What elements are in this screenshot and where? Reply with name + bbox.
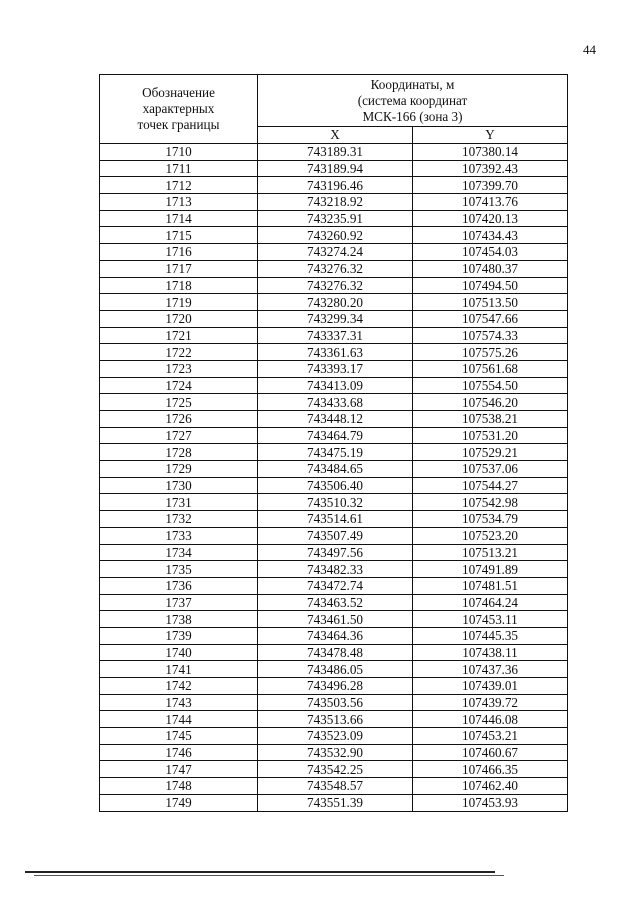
table-row — [100, 244, 568, 261]
y-coordinate-cell: 107513.50 — [413, 294, 568, 311]
table-row — [100, 678, 568, 695]
y-coordinate-cell: 107529.21 — [413, 444, 568, 461]
table-row — [100, 377, 568, 394]
y-coordinate-cell: 107554.50 — [413, 377, 568, 394]
point-designation-cell: 1714 — [100, 210, 258, 227]
y-coordinate-cell: 107466.35 — [413, 761, 568, 778]
table-row — [100, 644, 568, 661]
point-designation-cell: 1748 — [100, 778, 258, 795]
x-coordinate-cell: 743189.31 — [258, 144, 413, 161]
x-coordinate-cell: 743542.25 — [258, 761, 413, 778]
point-designation-cell: 1724 — [100, 377, 258, 394]
x-coordinate-cell: 743548.57 — [258, 778, 413, 795]
x-coordinate-cell: 743196.46 — [258, 177, 413, 194]
table-row — [100, 194, 568, 211]
point-designation-cell: 1720 — [100, 310, 258, 327]
point-designation-cell: 1717 — [100, 260, 258, 277]
point-designation-cell: 1745 — [100, 728, 258, 745]
x-coordinate-cell: 743461.50 — [258, 611, 413, 628]
y-column-header: Y — [413, 127, 568, 144]
point-designation-cell: 1727 — [100, 427, 258, 444]
x-coordinate-cell: 743506.40 — [258, 477, 413, 494]
table-row — [100, 327, 568, 344]
x-coordinate-cell: 743276.32 — [258, 260, 413, 277]
table-row — [100, 728, 568, 745]
point-designation-cell: 1747 — [100, 761, 258, 778]
coordinates-header — [258, 75, 568, 127]
y-coordinate-cell: 107438.11 — [413, 644, 568, 661]
table-row — [100, 661, 568, 678]
x-coordinate-cell: 743551.39 — [258, 794, 413, 811]
table-row — [100, 461, 568, 478]
table-row — [100, 394, 568, 411]
x-coordinate-cell: 743472.74 — [258, 577, 413, 594]
table-row — [100, 227, 568, 244]
table-row — [100, 577, 568, 594]
y-coordinate-cell: 107380.14 — [413, 144, 568, 161]
table-row — [100, 594, 568, 611]
x-coordinate-cell: 743393.17 — [258, 360, 413, 377]
table-row — [100, 477, 568, 494]
y-coordinate-cell: 107434.43 — [413, 227, 568, 244]
point-designation-cell: 1715 — [100, 227, 258, 244]
y-coordinate-cell: 107439.01 — [413, 678, 568, 695]
x-coordinate-cell: 743299.34 — [258, 310, 413, 327]
table-row — [100, 444, 568, 461]
y-coordinate-cell: 107542.98 — [413, 494, 568, 511]
x-coordinate-cell: 743433.68 — [258, 394, 413, 411]
point-designation-cell: 1730 — [100, 477, 258, 494]
point-designation-cell: 1711 — [100, 160, 258, 177]
point-designation-cell: 1743 — [100, 694, 258, 711]
y-coordinate-cell: 107575.26 — [413, 344, 568, 361]
x-coordinate-cell: 743274.24 — [258, 244, 413, 261]
table-row — [100, 344, 568, 361]
y-coordinate-cell: 107445.35 — [413, 627, 568, 644]
x-coordinate-cell: 743464.36 — [258, 627, 413, 644]
y-coordinate-cell: 107546.20 — [413, 394, 568, 411]
y-coordinate-cell: 107494.50 — [413, 277, 568, 294]
table-row — [100, 694, 568, 711]
x-coordinate-cell: 743513.66 — [258, 711, 413, 728]
table-row — [100, 744, 568, 761]
table-row — [100, 144, 568, 161]
point-designation-cell: 1716 — [100, 244, 258, 261]
x-coordinate-cell: 743523.09 — [258, 728, 413, 745]
x-coordinate-cell: 743497.56 — [258, 544, 413, 561]
table-row — [100, 294, 568, 311]
point-designation-cell: 1741 — [100, 661, 258, 678]
x-coordinate-cell: 743361.63 — [258, 344, 413, 361]
y-coordinate-cell: 107544.27 — [413, 477, 568, 494]
table-row — [100, 527, 568, 544]
y-coordinate-cell: 107392.43 — [413, 160, 568, 177]
table-row — [100, 160, 568, 177]
x-coordinate-cell: 743448.12 — [258, 411, 413, 428]
x-coordinate-cell: 743484.65 — [258, 461, 413, 478]
y-coordinate-cell: 107480.37 — [413, 260, 568, 277]
x-coordinate-cell: 743507.49 — [258, 527, 413, 544]
page-number: 44 — [583, 42, 596, 57]
point-designation-cell: 1719 — [100, 294, 258, 311]
point-designation-cell: 1749 — [100, 794, 258, 811]
y-coordinate-cell: 107437.36 — [413, 661, 568, 678]
table-row — [100, 177, 568, 194]
point-header-line-3: точек границы — [137, 117, 220, 132]
x-coordinate-cell: 743413.09 — [258, 377, 413, 394]
table-row — [100, 310, 568, 327]
y-coordinate-cell: 107460.67 — [413, 744, 568, 761]
table-row — [100, 561, 568, 578]
point-designation-header — [100, 75, 258, 144]
y-coordinate-cell: 107534.79 — [413, 511, 568, 528]
x-coordinate-cell: 743337.31 — [258, 327, 413, 344]
y-coordinate-cell: 107453.21 — [413, 728, 568, 745]
coordinates-table — [99, 74, 568, 812]
x-coordinate-cell: 743280.20 — [258, 294, 413, 311]
table-row — [100, 778, 568, 795]
x-coordinate-cell: 743486.05 — [258, 661, 413, 678]
table-row — [100, 210, 568, 227]
y-coordinate-cell: 107537.06 — [413, 461, 568, 478]
point-designation-cell: 1729 — [100, 461, 258, 478]
coords-header-line-2: (система координат — [357, 92, 468, 108]
table-row — [100, 411, 568, 428]
y-coordinate-cell: 107491.89 — [413, 561, 568, 578]
point-designation-cell: 1734 — [100, 544, 258, 561]
x-coordinate-cell: 743496.28 — [258, 678, 413, 695]
point-designation-cell: 1739 — [100, 627, 258, 644]
table-row — [100, 627, 568, 644]
point-designation-cell: 1726 — [100, 411, 258, 428]
x-coordinate-cell: 743478.48 — [258, 644, 413, 661]
point-designation-cell: 1718 — [100, 277, 258, 294]
point-designation-cell: 1731 — [100, 494, 258, 511]
point-designation-cell: 1746 — [100, 744, 258, 761]
y-coordinate-cell: 107523.20 — [413, 527, 568, 544]
point-designation-cell: 1736 — [100, 577, 258, 594]
coords-header-line-1: Координаты, м — [370, 76, 455, 92]
table-row — [100, 761, 568, 778]
point-designation-cell: 1732 — [100, 511, 258, 528]
y-coordinate-cell: 107531.20 — [413, 427, 568, 444]
x-coordinate-cell: 743482.33 — [258, 561, 413, 578]
point-designation-cell: 1722 — [100, 344, 258, 361]
coords-header-line-3: МСК-166 (зона 3) — [362, 108, 463, 124]
point-header-line-2: характерных — [142, 101, 215, 116]
x-coordinate-cell: 743464.79 — [258, 427, 413, 444]
table-header-row — [100, 75, 568, 127]
point-designation-cell: 1712 — [100, 177, 258, 194]
y-coordinate-cell: 107547.66 — [413, 310, 568, 327]
table-row — [100, 611, 568, 628]
point-designation-cell: 1742 — [100, 678, 258, 695]
footer-divider-secondary — [34, 875, 504, 876]
point-designation-cell: 1721 — [100, 327, 258, 344]
y-coordinate-cell: 107453.93 — [413, 794, 568, 811]
table-body — [100, 144, 568, 812]
point-designation-cell: 1738 — [100, 611, 258, 628]
point-designation-cell: 1710 — [100, 144, 258, 161]
x-coordinate-cell: 743475.19 — [258, 444, 413, 461]
y-coordinate-cell: 107464.24 — [413, 594, 568, 611]
x-coordinate-cell: 743503.56 — [258, 694, 413, 711]
point-designation-cell: 1728 — [100, 444, 258, 461]
point-designation-cell: 1733 — [100, 527, 258, 544]
y-coordinate-cell: 107513.21 — [413, 544, 568, 561]
y-coordinate-cell: 107561.68 — [413, 360, 568, 377]
x-coordinate-cell: 743235.91 — [258, 210, 413, 227]
table-row — [100, 544, 568, 561]
x-coordinate-cell: 743514.61 — [258, 511, 413, 528]
table-row — [100, 511, 568, 528]
x-coordinate-cell: 743532.90 — [258, 744, 413, 761]
y-coordinate-cell: 107446.08 — [413, 711, 568, 728]
y-coordinate-cell: 107453.11 — [413, 611, 568, 628]
y-coordinate-cell: 107538.21 — [413, 411, 568, 428]
point-designation-cell: 1737 — [100, 594, 258, 611]
table-row — [100, 360, 568, 377]
x-coordinate-cell: 743463.52 — [258, 594, 413, 611]
point-designation-cell: 1740 — [100, 644, 258, 661]
point-designation-cell: 1744 — [100, 711, 258, 728]
y-coordinate-cell: 107439.72 — [413, 694, 568, 711]
y-coordinate-cell: 107399.70 — [413, 177, 568, 194]
point-designation-cell: 1713 — [100, 194, 258, 211]
x-coordinate-cell: 743189.94 — [258, 160, 413, 177]
point-designation-cell: 1723 — [100, 360, 258, 377]
y-coordinate-cell: 107462.40 — [413, 778, 568, 795]
table-row — [100, 277, 568, 294]
table-row — [100, 711, 568, 728]
table-row — [100, 260, 568, 277]
table-row — [100, 794, 568, 811]
y-coordinate-cell: 107413.76 — [413, 194, 568, 211]
y-coordinate-cell: 107420.13 — [413, 210, 568, 227]
x-coordinate-cell: 743510.32 — [258, 494, 413, 511]
x-coordinate-cell: 743218.92 — [258, 194, 413, 211]
table-row — [100, 494, 568, 511]
y-coordinate-cell: 107454.03 — [413, 244, 568, 261]
point-header-line-1: Обозначение — [142, 85, 215, 100]
footer-divider — [25, 871, 495, 873]
point-designation-cell: 1725 — [100, 394, 258, 411]
y-coordinate-cell: 107574.33 — [413, 327, 568, 344]
x-column-header: X — [258, 127, 413, 144]
y-coordinate-cell: 107481.51 — [413, 577, 568, 594]
table-row — [100, 427, 568, 444]
x-coordinate-cell: 743276.32 — [258, 277, 413, 294]
point-designation-cell: 1735 — [100, 561, 258, 578]
x-coordinate-cell: 743260.92 — [258, 227, 413, 244]
